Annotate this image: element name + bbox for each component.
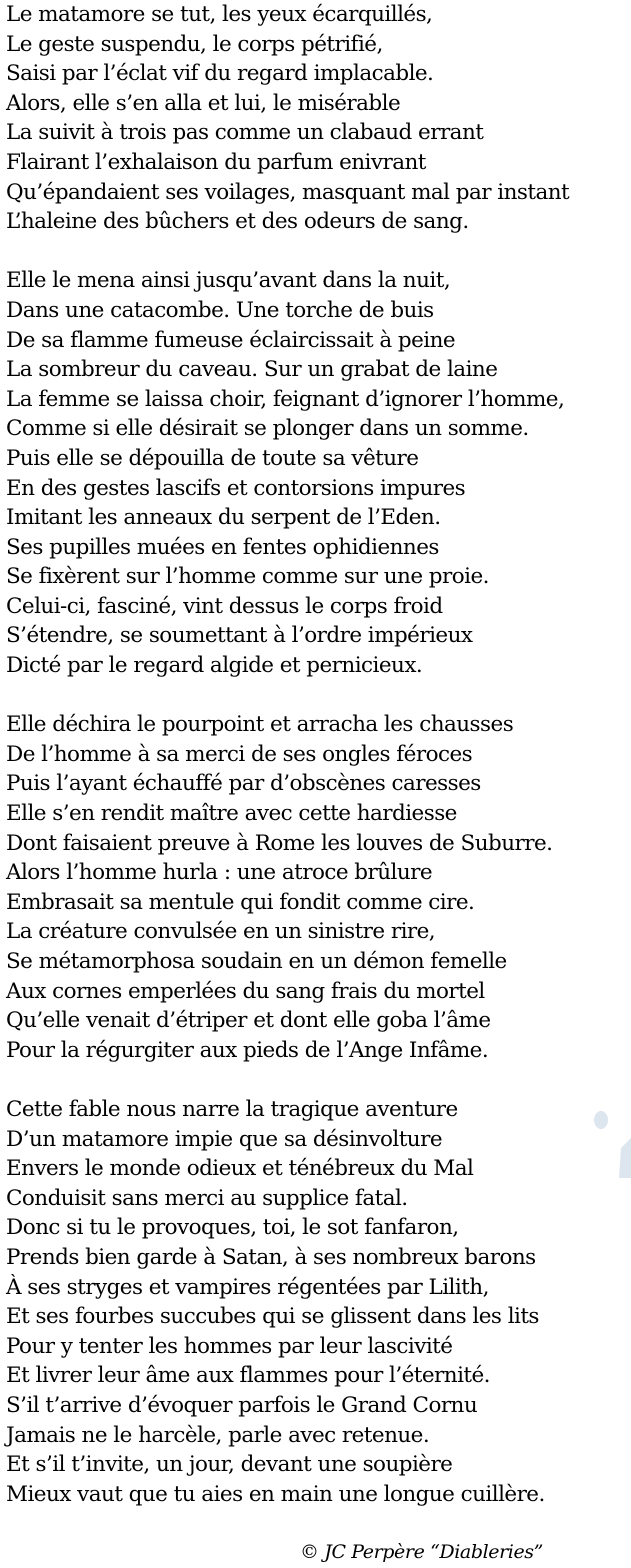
poem-line: En des gestes lascifs et contorsions impures [6,475,466,501]
stanza [6,1095,631,1509]
poem-line: Mieux vaut que tu aies en main une longue cuillère. [6,1481,545,1507]
poem-line: Prends bien garde à Satan, à ses nombreux barons [6,1244,536,1270]
poem-line: Imitant les anneaux du serpent de l’Eden. [6,505,441,531]
poem-line: Embrasait sa mentule qui fondit comme cire. [6,889,475,915]
poem-line: Pour la régurgiter aux pieds de l’Ange Infâme. [6,1037,489,1063]
poem-line: Saisi par l’éclat vif du regard implacable. [6,61,434,87]
signature: © JC Perpère “Diableries” [300,1541,543,1563]
poem-line: Dans une catacombe. Une torche de buis [6,297,434,323]
poem-line: La suivit à trois pas comme un clabaud errant [6,120,484,146]
poem-line: Jamais ne le harcèle, parle avec retenue. [6,1422,430,1448]
poem-line: Celui-ci, fasciné, vint dessus le corps froid [6,593,443,619]
poem-body [6,0,631,1539]
poem-line: S’il t’arrive d’évoquer parfois le Grand Cornu [6,1392,478,1418]
poem-line: D’un matamore impie que sa désinvolture [6,1126,442,1152]
stanza [6,710,631,1065]
poem-line: Dont faisaient preuve à Rome les louves de Suburre. [6,830,553,856]
poem-line: Et livrer leur âme aux flammes pour l’éternité. [6,1363,490,1389]
poem-line: Qu’épandaient ses voilages, masquant mal par instant [6,179,570,205]
poem-line: Donc si tu le provoques, toi, le sot fanfaron, [6,1215,459,1241]
poem-line: La créature convulsée en un sinistre rire, [6,919,436,945]
poem-line: À ses stryges et vampires régentées par Lilith, [6,1274,489,1300]
poem-line: Puis l’ayant échauffé par d’obscènes caresses [6,771,481,797]
poem-line: Le matamore se tut, les yeux écarquillés, [6,2,433,27]
stanza [6,0,631,237]
poem-line: Comme si elle désirait se plonger dans un somme. [6,416,529,442]
poem-line: Ses pupilles muées en fentes ophidiennes [6,534,439,560]
poem-line: Conduisit sans merci au supplice fatal. [6,1185,408,1211]
poem-line: Alors l’homme hurla : une atroce brûlure [6,860,433,886]
poem-line: Flairant l’exhalaison du parfum enivrant [6,149,426,175]
poem-line: Elle le mena ainsi jusqu’avant dans la nuit, [6,268,451,294]
poem-line: Elle déchira le pourpoint et arracha les chausses [6,712,514,738]
watermark-fragment-icon [591,1108,631,1178]
poem-line: De l’homme à sa merci de ses ongles féroces [6,741,473,767]
poem-line: Se fixèrent sur l’homme comme sur une proie. [6,564,489,590]
stanza [6,266,631,680]
poem-line: Qu’elle venait d’étriper et dont elle goba l’âme [6,1008,491,1034]
poem-line: Se métamorphosa soudain en un démon femelle [6,949,507,974]
poem-line: Aux cornes emperlées du sang frais du mortel [6,978,485,1004]
poem-line: Pour y tenter les hommes par leur lascivité [6,1333,453,1359]
poem-line: Elle s’en rendit maître avec cette hardiesse [6,801,457,827]
poem-line: La sombreur du caveau. Sur un grabat de laine [6,357,498,383]
poem-line: L’haleine des bûchers et des odeurs de sang. [6,209,469,235]
poem-line: Et ses fourbes succubes qui se glissent dans les lits [6,1304,539,1330]
poem-line: Puis elle se dépouilla de toute sa vêture [6,445,419,471]
poem-line: Cette fable nous narre la tragique aventure [6,1096,458,1122]
poem-line: S’étendre, se soumettant à l’ordre impérieux [6,623,473,649]
poem-line: Et s’il t’invite, un jour, devant une soupière [6,1452,453,1478]
poem-line: De sa flamme fumeuse éclaircissait à peine [6,327,456,353]
poem-line: Alors, elle s’en alla et lui, le misérable [6,90,401,116]
poem-line: Envers le monde odieux et ténébreux du Mal [6,1156,474,1182]
poem-line: Le geste suspendu, le corps pétrifié, [6,31,383,57]
poem-line: Dicté par le regard algide et pernicieux. [6,653,423,679]
poem-line: La femme se laissa choir, feignant d’ignorer l’homme, [6,386,565,412]
